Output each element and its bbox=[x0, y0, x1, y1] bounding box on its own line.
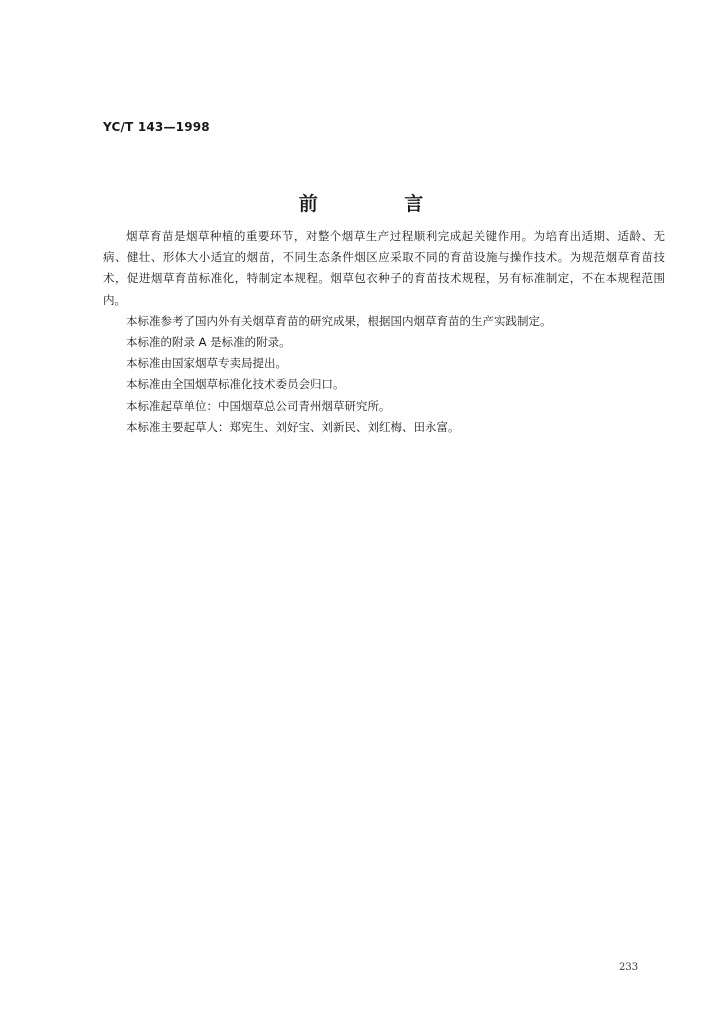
page-number: 233 bbox=[619, 962, 639, 973]
paragraph-reference: 本标准参考了国内外有关烟草育苗的研究成果，根据国内烟草育苗的生产实践制定。 bbox=[126, 313, 552, 328]
paragraph-drafting-unit: 本标准起草单位：中国烟草总公司青州烟草研究所。 bbox=[126, 398, 391, 413]
paragraph-appendix: 本标准的附录 A 是标准的附录。 bbox=[126, 335, 291, 350]
paragraph-drafters: 本标准主要起草人：郑宪生、刘好宝、刘新民、刘红梅、田永富。 bbox=[126, 419, 460, 434]
page-title: 前 言 bbox=[298, 193, 464, 215]
standard-code: YC/T 143—1998 bbox=[103, 120, 210, 134]
paragraph-intro: 烟草育苗是烟草种植的重要环节，对整个烟草生产过程顺利完成起关键作用。为培育出适期、适龄、无病、健壮、形体大小适宜的烟苗，不同生态条件烟区应采取不同的育苗设施与操作技术。为规范烟草育苗技术，促进烟草育苗标准化，特制定本规程。烟草包衣种子的育苗技术规程，另有标准制定，不在本规程范围内。 bbox=[103, 229, 665, 307]
paragraph-proposed-by: 本标准由国家烟草专卖局提出。 bbox=[126, 356, 287, 371]
paragraph-centralized-by: 本标准由全国烟草标准化技术委员会归口。 bbox=[126, 377, 345, 392]
foreword-body bbox=[103, 226, 665, 438]
